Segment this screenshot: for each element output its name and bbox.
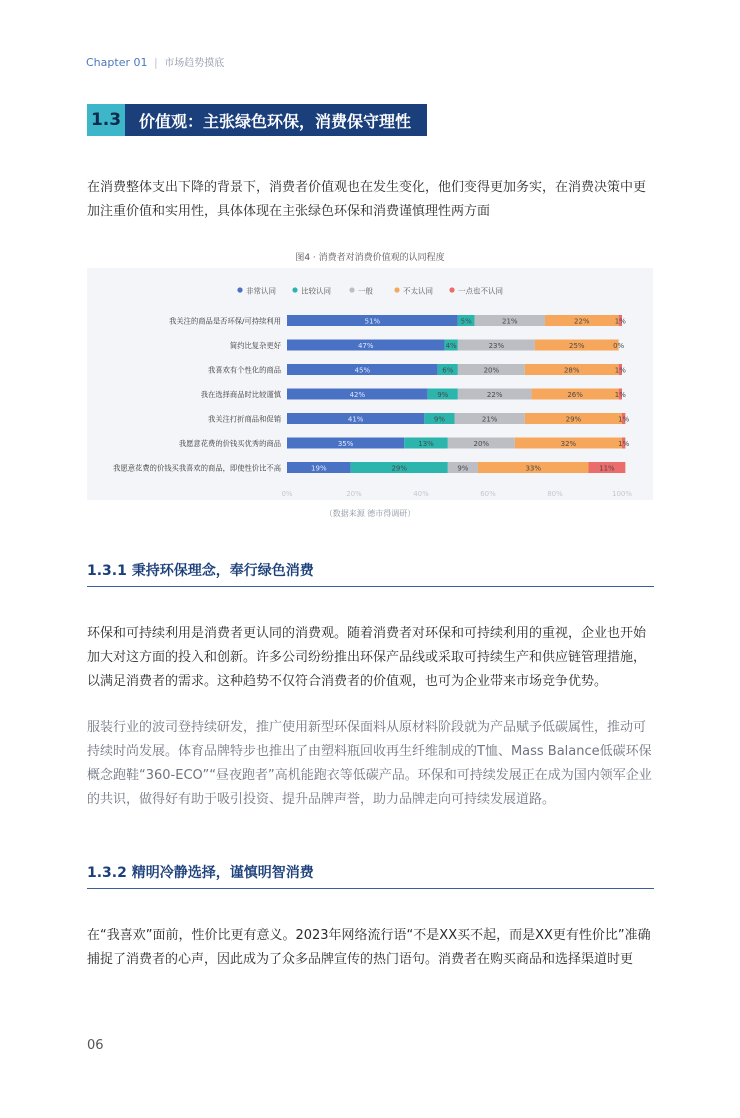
data-label-3-5: 1%	[614, 366, 626, 375]
data-label-1-4: 22%	[574, 317, 590, 326]
data-label-7-5: 11%	[599, 464, 615, 473]
data-label-3-1: 45%	[354, 366, 371, 375]
x-tick-label-2: 20%	[346, 490, 362, 498]
data-label-1-1: 51%	[364, 317, 381, 326]
page-number: 06	[87, 1038, 104, 1053]
legend-marker-1	[237, 287, 242, 292]
data-label-6-3: 20%	[473, 439, 490, 448]
legend-label-4: 不太认同	[403, 286, 433, 296]
subsection-title-2: 1.3.2 精明冷静选择，谨慎明智消费	[87, 862, 654, 889]
category-label-2: 简约比复杂更好	[229, 341, 281, 350]
subsection-1-paragraph-1: 环保和可持续利用是消费者更认同的消费观。随着消费者对环保和可持续利用的重视，企业也开始加大对这方面的投入和创新。许多公司纷纷推出环保产品线或采取可持续生产和供应链管理措施，以满足消费者的需求。这种趋势不仅符合消费者的价值观，也可为企业带来市场竞争优势。	[87, 626, 647, 689]
legend-label-2: 比较认同	[301, 286, 331, 296]
data-label-5-2: 9%	[433, 415, 445, 424]
data-label-6-5: 1%	[618, 439, 630, 448]
legend-label-5: 一点也不认同	[458, 286, 503, 296]
data-label-2-4: 25%	[568, 341, 585, 350]
chart-panel	[87, 268, 653, 500]
subsection-1-paragraph-2: 服装行业的波司登持续研发，推广使用新型环保面料从原材料阶段就为产品赋予低碳属性，推动可持续时尚发展。体育品牌特步也推出了由塑料瓶回收再生纤维制成的T恤、Mass Balance低碳环保概念跑鞋“360-ECO”“昼夜跑者”高机能跑衣等低碳产品。环保和可持续发展正在成为国内领军企业的共识，做得好有助于吸引投资、提升品牌声誉，助力品牌走向可持续发展道路。	[87, 720, 652, 807]
data-label-7-4: 33%	[525, 464, 542, 473]
data-label-2-2: 4%	[445, 341, 457, 350]
data-label-6-1: 35%	[337, 439, 354, 448]
data-label-5-3: 21%	[481, 415, 498, 424]
data-label-4-5: 1%	[614, 390, 626, 399]
legend-marker-5	[449, 287, 454, 292]
data-label-7-1: 19%	[311, 464, 327, 473]
chapter-header	[86, 54, 224, 69]
data-label-3-3: 20%	[483, 366, 500, 375]
data-label-4-3: 22%	[486, 390, 503, 399]
chapter-label: Chapter 01	[86, 56, 148, 69]
legend-label-1: 非常认同	[246, 286, 276, 296]
data-label-6-2: 13%	[418, 439, 434, 448]
data-label-3-2: 6%	[442, 366, 454, 375]
data-label-2-5: 0%	[613, 341, 625, 350]
category-label-7: 我愿意花费的价钱买我喜欢的商品，即使性价比不高	[113, 463, 281, 473]
x-tick-label-5: 80%	[547, 490, 563, 498]
data-label-5-4: 29%	[565, 415, 582, 424]
intro-paragraph: 在消费整体支出下降的背景下，消费者价值观也在发生变化，他们变得更加务实，在消费决策中更加注重价值和实用性，具体体现在主张绿色环保和消费谨慎理性两方面	[87, 180, 647, 219]
stacked-bar-chart	[87, 268, 653, 500]
category-label-5: 我关注打折商品和促销	[208, 414, 281, 424]
header-separator: |	[153, 56, 158, 69]
legend-marker-4	[394, 287, 399, 292]
data-label-4-2: 9%	[437, 390, 449, 399]
category-label-6: 我愿意花费的价钱买优秀的商品	[178, 439, 281, 448]
legend-label-3: 一般	[358, 286, 373, 296]
category-label-1: 我关注的商品是否环保/可持续利用	[169, 316, 281, 326]
figure-source: （数据来源 德市得调研）	[324, 509, 416, 518]
data-label-4-1: 42%	[349, 390, 366, 399]
subsection-2-paragraph-1: 在“我喜欢”面前，性价比更有意义。2023年网络流行语“不是XX买不起，而是XX更有性价比”准确捕捉了消费者的心声，因此成为了众多品牌宣传的热门语句。消费者在购买商品和选择渠道时更	[87, 928, 651, 967]
data-label-1-2: 5%	[460, 317, 472, 326]
figure-caption: 图4 · 消费者对消费价值观的认同程度	[295, 253, 445, 263]
category-label-3: 我喜欢有个性化的商品	[208, 365, 281, 375]
data-label-1-5: 1%	[614, 317, 626, 326]
section-title	[87, 104, 427, 136]
data-label-5-5: 1%	[618, 415, 630, 424]
x-tick-label-3: 40%	[413, 490, 429, 498]
x-tick-label-4: 60%	[480, 490, 496, 498]
category-label-4: 我在选择商品时比较谨慎	[200, 390, 281, 399]
x-tick-label-6: 100%	[611, 490, 633, 498]
section-number: 1.3	[87, 104, 125, 136]
legend-marker-2	[292, 287, 297, 292]
data-label-7-3: 9%	[457, 464, 469, 473]
data-label-1-3: 21%	[501, 317, 518, 326]
data-label-3-4: 28%	[563, 366, 580, 375]
data-label-6-4: 32%	[560, 439, 577, 448]
data-label-2-3: 23%	[488, 341, 505, 350]
data-label-5-1: 41%	[347, 415, 364, 424]
data-label-4-4: 26%	[567, 390, 583, 399]
data-label-7-2: 29%	[391, 464, 408, 473]
subsection-title-1: 1.3.1 秉持环保理念，奉行绿色消费	[87, 560, 654, 587]
data-label-2-1: 47%	[357, 341, 374, 350]
section-title-text: 价值观：主张绿色环保，消费保守理性	[125, 104, 427, 136]
chapter-section-name: 市场趋势摸底	[164, 58, 225, 69]
legend-marker-3	[349, 287, 354, 292]
x-tick-label-1: 0%	[281, 490, 293, 498]
